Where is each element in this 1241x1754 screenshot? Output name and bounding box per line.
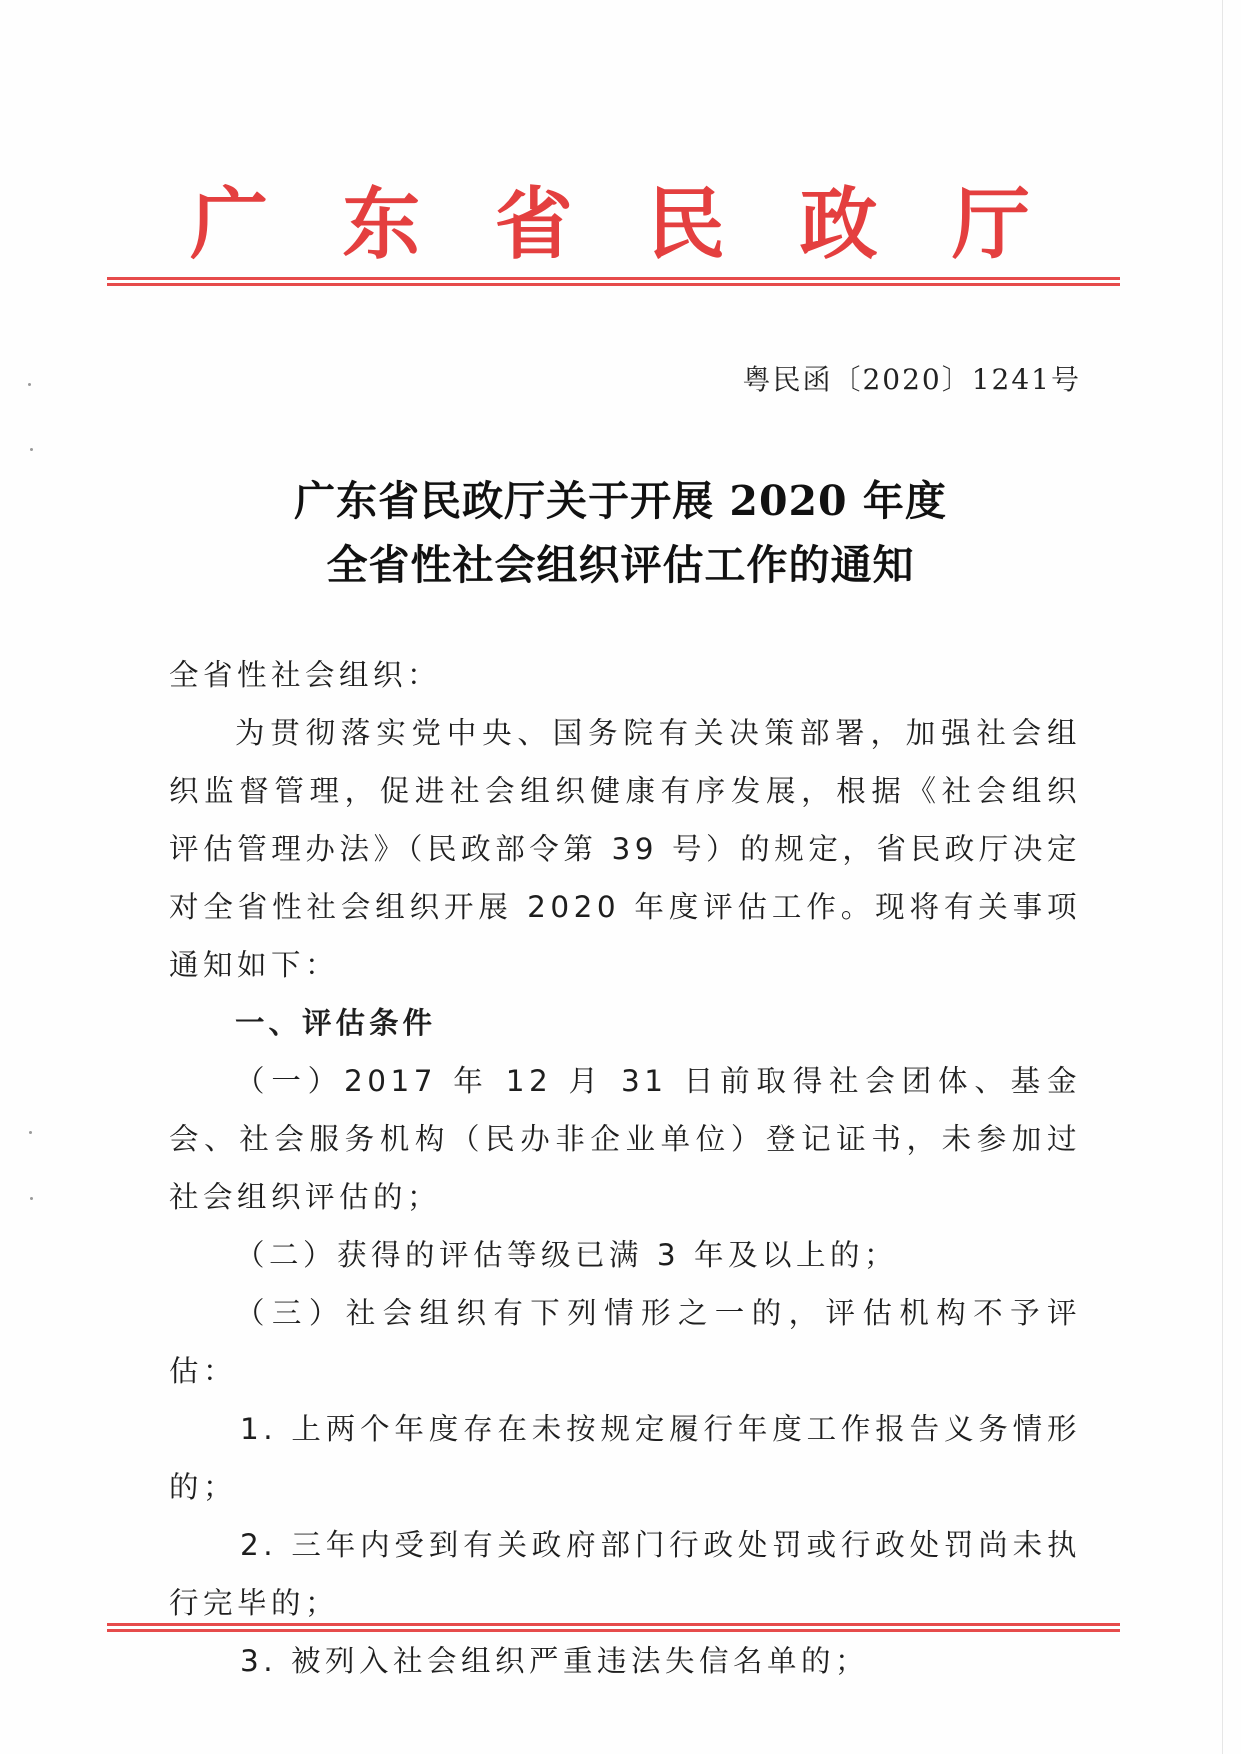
- agency-char: 民: [647, 179, 726, 270]
- sub-item: 3. 被列入社会组织严重违法失信名单的；: [240, 1644, 870, 1678]
- agency-char: 政: [799, 179, 878, 270]
- header-red-rule: [107, 277, 1120, 286]
- footer-red-rule: [107, 1623, 1120, 1632]
- section-heading: 一、评估条件: [235, 1006, 437, 1040]
- condition-item: （二）获得的评估等级已满 3 年及以上的；: [235, 1238, 899, 1272]
- agency-char: 厅: [951, 179, 1030, 270]
- scan-speck: [28, 383, 31, 386]
- agency-header: [190, 170, 1030, 270]
- salutation: 全省性社会组织：: [169, 658, 442, 692]
- document-body: [169, 646, 1081, 1690]
- agency-char: 广: [190, 179, 269, 270]
- scan-speck: [30, 448, 33, 451]
- sub-item: 1. 上两个年度存在未按规定履行年度工作报告义务情形的；: [169, 1412, 1081, 1504]
- document-title-line1: 广东省民政厅关于开展 2020 年度: [294, 477, 947, 525]
- agency-char: 省: [494, 179, 573, 270]
- sub-item: 2. 三年内受到有关政府部门行政处罚或行政处罚尚未执行完毕的；: [169, 1528, 1081, 1620]
- agency-char: 东: [342, 179, 421, 270]
- page-edge: [1222, 0, 1223, 1754]
- condition-item: （一）2017 年 12 月 31 日前取得社会团体、基金会、社会服务机构（民办非企业单位）登记证书，未参加过社会组织评估的；: [169, 1064, 1081, 1214]
- intro-paragraph: 为贯彻落实党中央、国务院有关决策部署，加强社会组织监督管理，促进社会组织健康有序发展，根据《社会组织评估管理办法》（民政部令第 39 号）的规定，省民政厅决定对全省性社会组织开展 2020 年度评估工作。现将有关事项通知如下：: [169, 716, 1081, 982]
- scan-speck: [30, 1197, 33, 1200]
- condition-item: （三）社会组织有下列情形之一的，评估机构不予评估：: [169, 1296, 1081, 1388]
- document-number: 粤民函〔2020〕1241号: [742, 363, 1081, 396]
- scan-speck: [29, 1131, 32, 1134]
- document-title-line2: 全省性社会组织评估工作的通知: [326, 541, 915, 589]
